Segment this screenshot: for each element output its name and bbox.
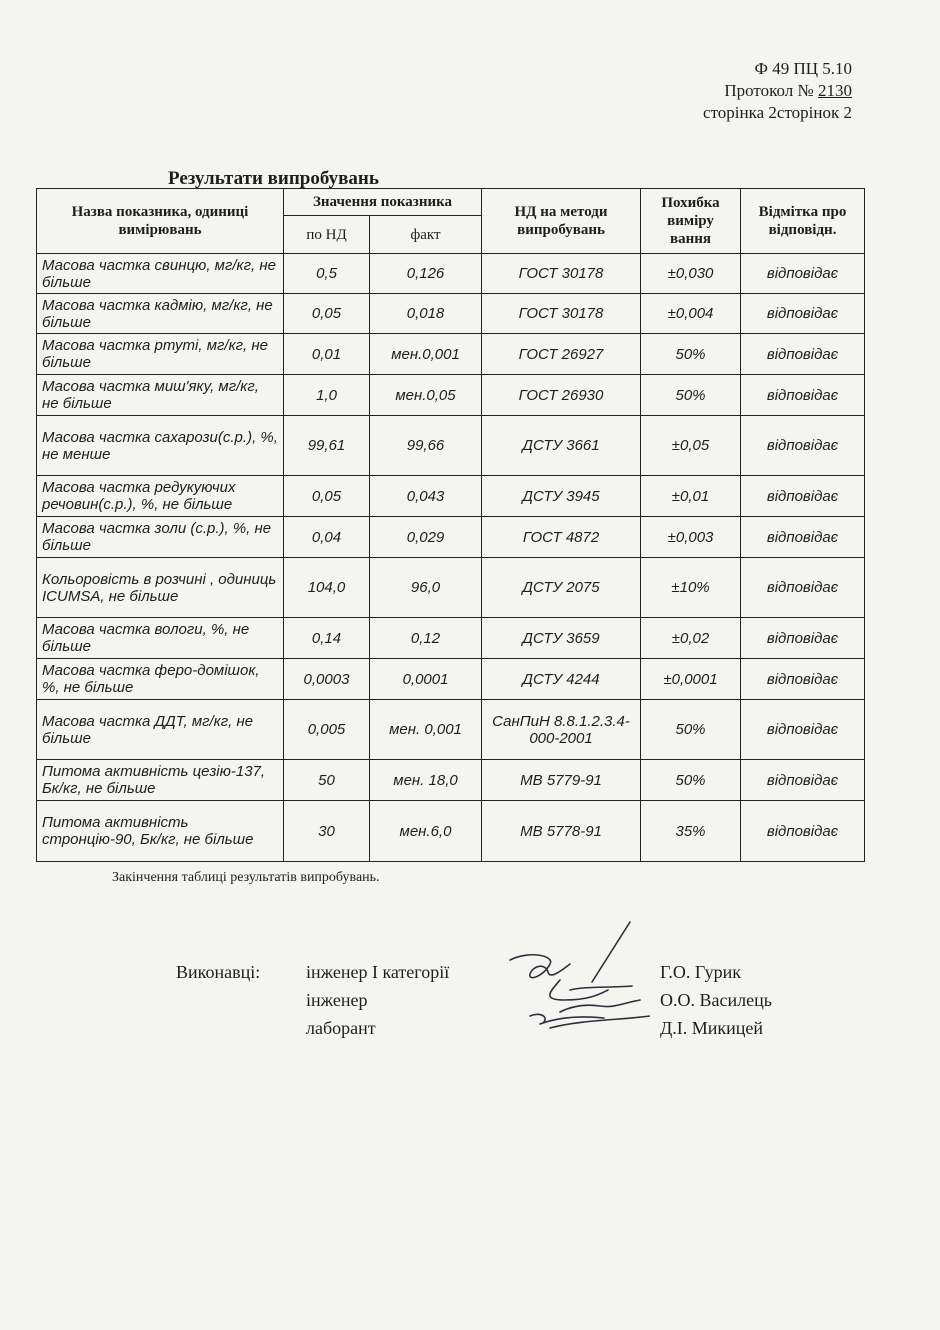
table-row — [37, 416, 865, 476]
cell-mark: відповідає — [741, 254, 865, 294]
table-end-note: Закінчення таблиці результатів випробувань. — [112, 870, 380, 885]
cell-nd: 99,61 — [284, 416, 370, 476]
cell-name: Масова частка золи (с.р.), %, не більше — [37, 517, 284, 558]
cell-fact: мен. 18,0 — [370, 760, 482, 801]
cell-name: Масова частка редукуючих речовин(с.р.), %, не більше — [37, 476, 284, 517]
cell-nd: 0,005 — [284, 700, 370, 760]
cell-nd: 0,14 — [284, 618, 370, 659]
table-row — [37, 659, 865, 700]
cell-method: ГОСТ 30178 — [482, 294, 641, 334]
cell-error: ±0,02 — [641, 618, 741, 659]
cell-name: Масова частка феро-домішок, %, не більше — [37, 659, 284, 700]
cell-fact: мен.0,001 — [370, 334, 482, 375]
cell-method: СанПиН 8.8.1.2.3.4-000-2001 — [482, 700, 641, 760]
cell-fact: 0,126 — [370, 254, 482, 294]
cell-nd: 0,04 — [284, 517, 370, 558]
table-row — [37, 294, 865, 334]
cell-mark: відповідає — [741, 375, 865, 416]
table-row — [37, 558, 865, 618]
cell-mark: відповідає — [741, 416, 865, 476]
table-row — [37, 760, 865, 801]
table-row — [37, 476, 865, 517]
cell-error: 50% — [641, 334, 741, 375]
performer-name: Г.О. Гурик — [660, 962, 741, 982]
protocol-number: 2130 — [818, 81, 852, 100]
cell-name: Питома активність цезію-137, Бк/кг, не більше — [37, 760, 284, 801]
handwritten-signatures — [500, 920, 650, 1040]
header-name: Назва показника, одиниці вимірювань — [37, 189, 284, 254]
cell-method: МВ 5779-91 — [482, 760, 641, 801]
table-row — [37, 375, 865, 416]
table-row — [37, 254, 865, 294]
cell-error: ±0,0001 — [641, 659, 741, 700]
cell-mark: відповідає — [741, 659, 865, 700]
cell-mark: відповідає — [741, 618, 865, 659]
header-error: Похибка виміру вання — [641, 189, 741, 254]
cell-error: ±0,003 — [641, 517, 741, 558]
protocol-line — [703, 80, 852, 102]
cell-mark: відповідає — [741, 334, 865, 375]
cell-name: Масова частка миш'яку, мг/кг, не більше — [37, 375, 284, 416]
cell-mark: відповідає — [741, 517, 865, 558]
cell-error: 50% — [641, 700, 741, 760]
cell-error: 50% — [641, 375, 741, 416]
cell-name: Масова частка ртуті, мг/кг, не більше — [37, 334, 284, 375]
header-value: Значення показника — [284, 189, 482, 216]
cell-nd: 30 — [284, 801, 370, 862]
cell-mark: відповідає — [741, 760, 865, 801]
header-value-nd: по НД — [284, 216, 370, 254]
form-code: Ф 49 ПЦ 5.10 — [754, 59, 852, 78]
performer-role: лаборант — [306, 1018, 376, 1038]
cell-name: Масова частка свинцю, мг/кг, не більше — [37, 254, 284, 294]
performers-label: Виконавці: — [176, 962, 261, 982]
cell-nd: 0,0003 — [284, 659, 370, 700]
cell-mark: відповідає — [741, 294, 865, 334]
header-value-fact: факт — [370, 216, 482, 254]
cell-method: ДСТУ 3945 — [482, 476, 641, 517]
page-title: Результати випробувань — [168, 168, 379, 189]
cell-name: Масова частка вологи, %, не більше — [37, 618, 284, 659]
cell-method: ДСТУ 3659 — [482, 618, 641, 659]
cell-name: Масова частка кадмію, мг/кг, не більше — [37, 294, 284, 334]
cell-nd: 0,05 — [284, 294, 370, 334]
cell-name: Масова частка сахарози(с.р.), %, не менше — [37, 416, 284, 476]
cell-method: ДСТУ 2075 — [482, 558, 641, 618]
cell-error: ±0,004 — [641, 294, 741, 334]
cell-nd: 0,01 — [284, 334, 370, 375]
cell-method: ГОСТ 26930 — [482, 375, 641, 416]
cell-nd: 104,0 — [284, 558, 370, 618]
cell-fact: 96,0 — [370, 558, 482, 618]
cell-method: ДСТУ 3661 — [482, 416, 641, 476]
table-row — [37, 801, 865, 862]
cell-error: ±0,05 — [641, 416, 741, 476]
cell-error: ±10% — [641, 558, 741, 618]
table-row — [37, 618, 865, 659]
results-table — [36, 188, 865, 862]
performer-role: інженер — [306, 990, 368, 1010]
document-header — [703, 58, 852, 124]
cell-nd: 50 — [284, 760, 370, 801]
page-indicator: сторінка 2сторінок 2 — [703, 103, 852, 122]
performer-name: Д.І. Микицей — [660, 1018, 764, 1038]
cell-fact: мен. 0,001 — [370, 700, 482, 760]
cell-method: МВ 5778-91 — [482, 801, 641, 862]
cell-name: Масова частка ДДТ, мг/кг, не більше — [37, 700, 284, 760]
cell-nd: 1,0 — [284, 375, 370, 416]
cell-nd: 0,5 — [284, 254, 370, 294]
cell-fact: 99,66 — [370, 416, 482, 476]
cell-error: ±0,030 — [641, 254, 741, 294]
cell-fact: 0,029 — [370, 517, 482, 558]
cell-error: 35% — [641, 801, 741, 862]
performer-names — [660, 958, 772, 1042]
cell-fact: 0,0001 — [370, 659, 482, 700]
table-row — [37, 334, 865, 375]
cell-mark: відповідає — [741, 476, 865, 517]
table-row — [37, 700, 865, 760]
cell-fact: 0,12 — [370, 618, 482, 659]
cell-mark: відповідає — [741, 558, 865, 618]
cell-fact: мен.6,0 — [370, 801, 482, 862]
cell-method: ГОСТ 26927 — [482, 334, 641, 375]
cell-mark: відповідає — [741, 801, 865, 862]
cell-name: Кольоровість в розчині , одиниць ICUMSA, не більше — [37, 558, 284, 618]
header-method: НД на методи випробувань — [482, 189, 641, 254]
cell-fact: мен.0,05 — [370, 375, 482, 416]
cell-error: ±0,01 — [641, 476, 741, 517]
performer-roles — [306, 958, 449, 1042]
cell-mark: відповідає — [741, 700, 865, 760]
table-row — [37, 517, 865, 558]
cell-method: ДСТУ 4244 — [482, 659, 641, 700]
protocol-label: Протокол № — [724, 81, 814, 100]
cell-error: 50% — [641, 760, 741, 801]
cell-name: Питома активність стронцію-90, Бк/кг, не більше — [37, 801, 284, 862]
cell-method: ГОСТ 4872 — [482, 517, 641, 558]
cell-nd: 0,05 — [284, 476, 370, 517]
performer-name: О.О. Василець — [660, 990, 772, 1010]
cell-fact: 0,018 — [370, 294, 482, 334]
cell-method: ГОСТ 30178 — [482, 254, 641, 294]
performer-role: інженер І категорії — [306, 962, 450, 982]
cell-fact: 0,043 — [370, 476, 482, 517]
header-mark: Відмітка про відповідн. — [741, 189, 865, 254]
